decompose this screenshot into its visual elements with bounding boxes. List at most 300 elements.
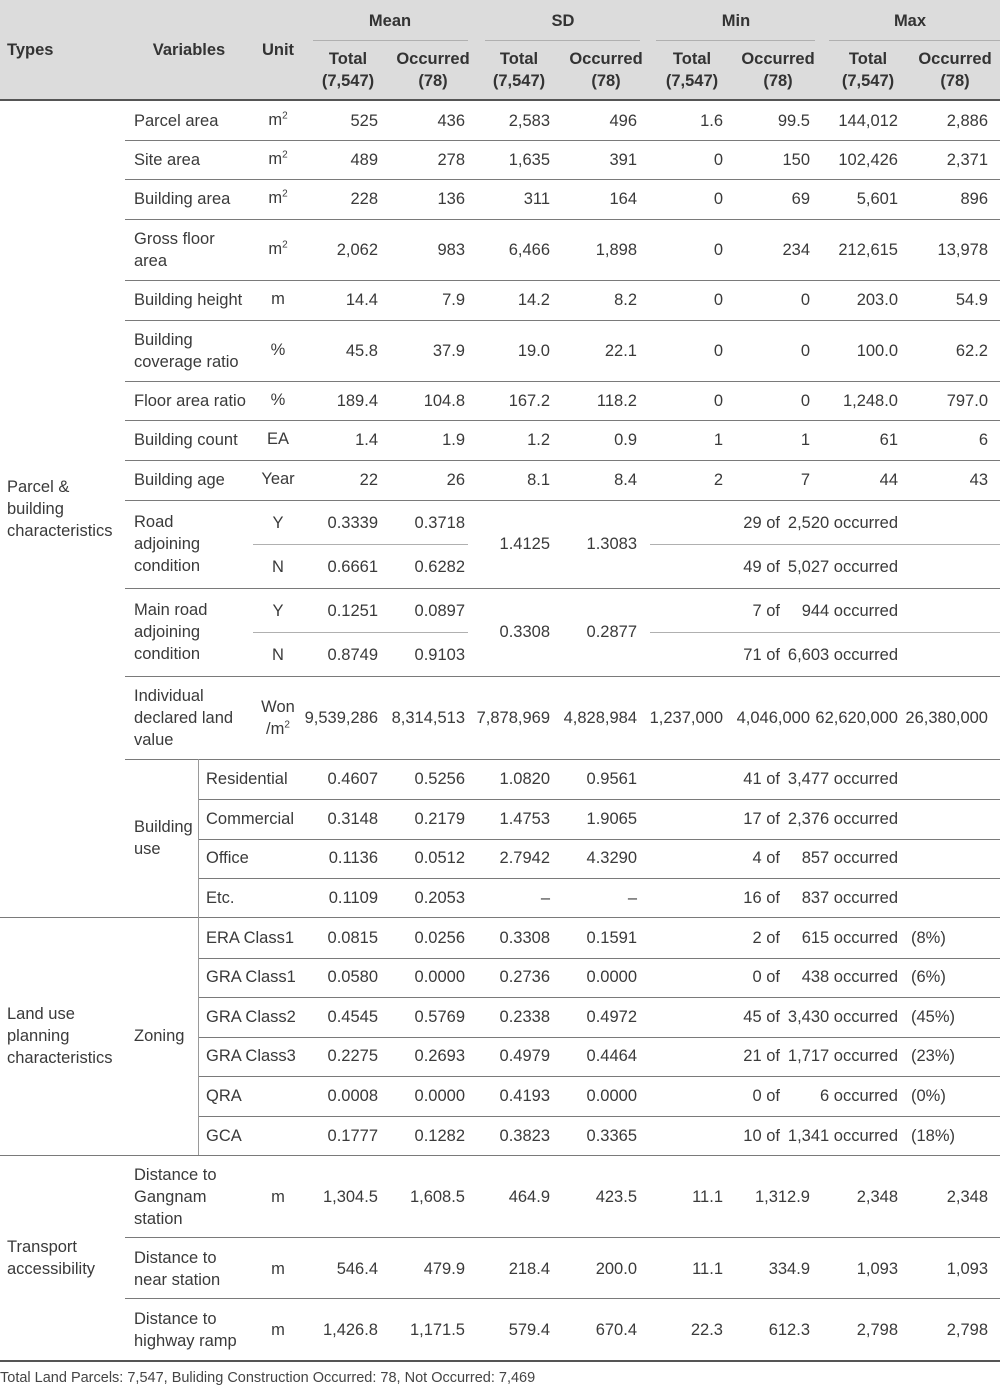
percent-cell: (45%) <box>911 1008 956 1026</box>
value-cell: 278 <box>437 151 465 169</box>
value-cell: 525 <box>350 112 378 130</box>
value-cell: 1.3083 <box>586 535 637 553</box>
variable-label: Building height <box>134 291 243 309</box>
value-cell: 0.9103 <box>414 646 465 664</box>
value-cell: 4.3290 <box>586 849 637 867</box>
variable-label: near station <box>134 1271 221 1289</box>
header-subcolumn: (7,547) <box>665 72 719 90</box>
variable-label: Gangnam <box>134 1188 207 1206</box>
value-cell: 0.0000 <box>414 1087 465 1105</box>
value-cell: 189.4 <box>336 392 378 410</box>
value-cell: 4,046,000 <box>736 709 810 727</box>
value-cell: 1.2 <box>527 431 550 449</box>
value-cell: 612.3 <box>768 1321 810 1339</box>
variable-label: adjoining <box>134 535 201 553</box>
row-divider <box>656 40 815 41</box>
row-divider <box>198 839 1000 840</box>
count-cell: 16 of <box>743 889 780 907</box>
variable-label: adjoining <box>134 623 201 641</box>
value-cell: 1,248.0 <box>842 392 898 410</box>
variable-label: condition <box>134 557 201 575</box>
value-cell: 104.8 <box>423 392 465 410</box>
value-cell: 100.0 <box>856 342 898 360</box>
count-cell: 29 of <box>743 514 780 532</box>
value-cell: 1,171.5 <box>409 1321 465 1339</box>
header-subcolumn: Total <box>848 50 888 68</box>
row-divider <box>0 917 1000 918</box>
value-cell: 43 <box>969 471 988 489</box>
value-cell: 1 <box>800 431 810 449</box>
value-cell: 0.4545 <box>327 1008 378 1026</box>
value-cell: 7,878,969 <box>476 709 550 727</box>
value-cell: 2 <box>713 471 723 489</box>
value-cell: – <box>540 889 550 907</box>
category-label: GRA Class1 <box>206 968 296 986</box>
occurred-cell: 2,376 occurred <box>787 810 898 828</box>
value-cell: 0.0000 <box>586 1087 637 1105</box>
value-cell: 9,539,286 <box>304 709 378 727</box>
row-divider <box>125 759 1000 760</box>
unit-cell: EA <box>266 430 289 448</box>
unit-cell: $/m^2$ <box>266 719 290 738</box>
count-cell: 17 of <box>743 810 780 828</box>
header-variables: Variables <box>152 41 226 59</box>
unit-cell: Year <box>261 470 295 488</box>
value-cell: 0.2338 <box>499 1008 550 1026</box>
occurred-cell: 944 occurred <box>801 602 898 620</box>
variable-label: Building count <box>134 431 238 449</box>
value-cell: 0.5769 <box>414 1008 465 1026</box>
value-cell: 2,798 <box>946 1321 988 1339</box>
variable-label: Building age <box>134 471 225 489</box>
value-cell: 464.9 <box>508 1188 550 1206</box>
occurred-cell: 5,027 occurred <box>787 558 898 576</box>
row-divider <box>198 878 1000 879</box>
value-cell: 26 <box>446 471 465 489</box>
row-divider <box>125 140 1000 141</box>
value-cell: 45.8 <box>345 342 378 360</box>
value-cell: 1,237,000 <box>649 709 723 727</box>
variable-label: Floor area ratio <box>134 392 246 410</box>
value-cell: 5,601 <box>856 190 898 208</box>
category-label: GCA <box>206 1127 242 1145</box>
value-cell: 2,348 <box>856 1188 898 1206</box>
value-cell: 1.4 <box>355 431 378 449</box>
value-cell: 2.7942 <box>499 849 550 867</box>
value-cell: 489 <box>350 151 378 169</box>
category-label: ERA Class1 <box>206 929 295 947</box>
value-cell: 0.3148 <box>327 810 378 828</box>
value-cell: 0.4979 <box>499 1047 550 1065</box>
occurred-cell: 1,341 occurred <box>787 1127 898 1145</box>
value-cell: 896 <box>960 190 988 208</box>
variable-label: declared land <box>134 709 234 727</box>
variable-label: Building <box>134 331 193 349</box>
header-group: Min <box>721 12 751 30</box>
unit-cell: $m^2$ <box>268 239 288 258</box>
value-cell: 2,371 <box>946 151 988 169</box>
zoning-label: Zoning <box>134 1027 185 1045</box>
value-cell: 311 <box>523 190 550 208</box>
value-cell: 7 <box>800 471 810 489</box>
value-cell: 61 <box>879 431 898 449</box>
value-cell: 228 <box>350 190 378 208</box>
value-cell: 479.9 <box>423 1260 465 1278</box>
value-cell: 14.4 <box>345 291 378 309</box>
value-cell: 0.6282 <box>414 558 465 576</box>
value-cell: 0.3308 <box>499 929 550 947</box>
type-label: building <box>7 500 64 518</box>
header-subcolumn: (78) <box>763 72 793 90</box>
unit-cell: $m^2$ <box>268 110 288 129</box>
value-cell: 1,304.5 <box>322 1188 378 1206</box>
value-cell: 1.4125 <box>499 535 550 553</box>
value-cell: 797.0 <box>946 392 988 410</box>
value-cell: 6 <box>978 431 988 449</box>
value-cell: 2,583 <box>508 112 550 130</box>
value-cell: 670.4 <box>595 1321 637 1339</box>
value-cell: 0.3823 <box>499 1127 550 1145</box>
variable-label: Individual <box>134 687 204 705</box>
value-cell: 0 <box>713 392 723 410</box>
count-cell: 45 of <box>743 1008 780 1026</box>
value-cell: 0.2053 <box>414 889 465 907</box>
value-cell: 0.0000 <box>414 968 465 986</box>
value-cell: 0.1591 <box>586 929 637 947</box>
value-cell: 0.0000 <box>586 968 637 986</box>
value-cell: 0.5256 <box>414 770 465 788</box>
row-divider <box>198 997 1000 998</box>
variable-label: Building area <box>134 190 231 208</box>
value-cell: 436 <box>437 112 465 130</box>
unit-cell: m <box>271 290 285 308</box>
variable-label: Parcel area <box>134 112 219 130</box>
value-cell: 1.6 <box>700 112 723 130</box>
row-divider <box>125 1237 1000 1238</box>
value-cell: 8.2 <box>614 291 637 309</box>
row-divider <box>0 99 1000 101</box>
value-cell: 0 <box>713 291 723 309</box>
occurred-cell: 2,520 occurred <box>787 514 898 532</box>
occurred-cell: 615 occurred <box>801 929 898 947</box>
unit-cell: % <box>270 341 286 359</box>
value-cell: 1,898 <box>595 241 637 259</box>
building-use-label: Building <box>134 818 193 836</box>
value-cell: 0.1777 <box>327 1127 378 1145</box>
value-cell: 0.0256 <box>414 929 465 947</box>
row-divider <box>125 179 1000 180</box>
value-cell: 0.1136 <box>328 849 378 867</box>
value-cell: 1,093 <box>856 1260 898 1278</box>
value-cell: 0 <box>713 190 723 208</box>
value-cell: 579.4 <box>508 1321 550 1339</box>
value-cell: 62.2 <box>955 342 988 360</box>
row-divider <box>125 500 1000 501</box>
value-cell: 14.2 <box>517 291 550 309</box>
type-label: Parcel & <box>7 478 70 496</box>
value-cell: 2,348 <box>946 1188 988 1206</box>
category-label: GRA Class3 <box>206 1047 296 1065</box>
column-divider <box>198 917 199 1155</box>
variable-label: Distance to <box>134 1249 217 1267</box>
value-cell: 11.1 <box>692 1188 723 1206</box>
yn-label: N <box>272 558 284 576</box>
row-divider <box>829 40 1000 41</box>
value-cell: 212,615 <box>838 241 898 259</box>
value-cell: 26,380,000 <box>905 709 988 727</box>
occurred-cell: 837 occurred <box>801 889 898 907</box>
count-cell: 4 of <box>752 849 780 867</box>
value-cell: 6,466 <box>508 241 550 259</box>
occurred-cell: 438 occurred <box>801 968 898 986</box>
count-cell: 71 of <box>743 646 780 664</box>
header-unit: Unit <box>261 41 295 59</box>
row-divider <box>0 1155 1000 1156</box>
value-cell: 0.2736 <box>499 968 550 986</box>
occurred-cell: 857 occurred <box>801 849 898 867</box>
row-divider <box>0 1360 1000 1362</box>
variable-label: station <box>134 1210 183 1228</box>
value-cell: 0.0897 <box>414 602 465 620</box>
value-cell: 0 <box>800 291 810 309</box>
value-cell: 22.1 <box>604 342 637 360</box>
type-label: Land use <box>7 1005 75 1023</box>
header-types: Types <box>7 41 54 59</box>
value-cell: 11.1 <box>692 1260 723 1278</box>
value-cell: 4,828,984 <box>563 709 637 727</box>
value-cell: 391 <box>609 151 637 169</box>
value-cell: 0.3365 <box>586 1127 637 1145</box>
value-cell: 62,620,000 <box>815 709 898 727</box>
header-subcolumn: (7,547) <box>321 72 375 90</box>
row-divider <box>125 280 1000 281</box>
occurred-cell: 3,430 occurred <box>787 1008 898 1026</box>
value-cell: 1,312.9 <box>754 1188 810 1206</box>
value-cell: 234 <box>782 241 810 259</box>
value-cell: 0.1282 <box>414 1127 465 1145</box>
unit-cell: m <box>271 1188 285 1206</box>
row-divider <box>125 676 1000 677</box>
header-subcolumn: (78) <box>940 72 970 90</box>
value-cell: 0.4193 <box>499 1087 550 1105</box>
value-cell: 118.2 <box>596 392 637 410</box>
unit-cell: m <box>271 1321 285 1339</box>
count-cell: 0 of <box>752 968 780 986</box>
row-divider <box>198 1076 1000 1077</box>
row-divider <box>313 40 468 41</box>
value-cell: 423.5 <box>595 1188 637 1206</box>
value-cell: 2,886 <box>946 112 988 130</box>
count-cell: 10 of <box>743 1127 780 1145</box>
value-cell: 2,798 <box>856 1321 898 1339</box>
variable-label: area <box>134 252 168 270</box>
value-cell: 0.3339 <box>327 514 378 532</box>
value-cell: 0.1109 <box>328 889 378 907</box>
value-cell: 1,635 <box>508 151 550 169</box>
category-label: Commercial <box>206 810 295 828</box>
value-cell: 0.3718 <box>414 514 465 532</box>
value-cell: 546.4 <box>336 1260 378 1278</box>
value-cell: 69 <box>791 190 810 208</box>
value-cell: 164 <box>609 190 637 208</box>
header-subcolumn: (7,547) <box>492 72 546 90</box>
variable-label: Distance to <box>134 1310 217 1328</box>
value-cell: 0.0815 <box>327 929 378 947</box>
row-divider <box>125 1298 1000 1299</box>
variable-label: value <box>134 731 174 749</box>
variable-label: coverage ratio <box>134 353 239 371</box>
value-cell: 13,978 <box>937 241 988 259</box>
row-divider <box>125 219 1000 220</box>
row-divider <box>125 460 1000 461</box>
row-divider <box>198 1037 1000 1038</box>
value-cell: 102,426 <box>838 151 898 169</box>
value-cell: 22.3 <box>690 1321 723 1339</box>
value-cell: 1 <box>713 431 723 449</box>
header-subcolumn: (78) <box>591 72 621 90</box>
unit-cell: m <box>271 1260 285 1278</box>
value-cell: 37.9 <box>432 342 465 360</box>
unit-cell: $m^2$ <box>268 188 288 207</box>
count-cell: 49 of <box>743 558 780 576</box>
header-subcolumn: Occurred <box>741 50 815 68</box>
category-label: Residential <box>206 770 288 788</box>
value-cell: 0.6661 <box>327 558 378 576</box>
row-divider <box>125 420 1000 421</box>
header-group: Mean <box>368 12 412 30</box>
row-divider <box>485 40 640 41</box>
type-label: accessibility <box>7 1260 96 1278</box>
header-group: Max <box>893 12 927 30</box>
row-divider <box>125 588 1000 589</box>
value-cell: 0.8749 <box>327 646 378 664</box>
value-cell: 99.5 <box>777 112 810 130</box>
building-use-label: use <box>134 840 161 858</box>
header-subcolumn: Occurred <box>918 50 992 68</box>
value-cell: 496 <box>609 112 637 130</box>
header-subcolumn: (78) <box>418 72 448 90</box>
percent-cell: (0%) <box>911 1087 946 1105</box>
category-label: Etc. <box>206 889 235 907</box>
variable-label: Distance to <box>134 1166 217 1184</box>
occurred-cell: 6 occurred <box>820 1087 898 1105</box>
header-subcolumn: Occurred <box>396 50 470 68</box>
variable-label: highway ramp <box>134 1332 237 1350</box>
type-label: characteristics <box>7 522 113 540</box>
value-cell: 1,608.5 <box>409 1188 465 1206</box>
value-cell: 150 <box>782 151 810 169</box>
count-cell: 7 of <box>752 602 780 620</box>
unit-cell: $m^2$ <box>268 149 288 168</box>
yn-label: Y <box>272 602 284 620</box>
yn-label: Y <box>272 514 284 532</box>
count-cell: 41 of <box>743 770 780 788</box>
value-cell: 0.2179 <box>414 810 465 828</box>
header-subcolumn: Total <box>672 50 712 68</box>
percent-cell: (8%) <box>911 929 946 947</box>
count-cell: 21 of <box>743 1047 780 1065</box>
value-cell: 1.9 <box>442 431 465 449</box>
unit-cell: Won <box>261 698 295 716</box>
value-cell: 0.4607 <box>327 770 378 788</box>
value-cell: 19.0 <box>517 342 550 360</box>
value-cell: 0.2693 <box>414 1047 465 1065</box>
category-label: QRA <box>206 1087 242 1105</box>
value-cell: 44 <box>879 471 898 489</box>
percent-cell: (18%) <box>911 1127 956 1145</box>
row-divider <box>198 958 1000 959</box>
value-cell: 144,012 <box>838 112 898 130</box>
value-cell: 136 <box>437 190 465 208</box>
value-cell: 0 <box>800 342 810 360</box>
variable-label: Main road <box>134 601 208 619</box>
row-divider <box>253 544 468 545</box>
row-divider <box>198 1116 1000 1117</box>
header-subcolumn: Total <box>328 50 368 68</box>
value-cell: 0 <box>713 151 723 169</box>
percent-cell: (6%) <box>911 968 946 986</box>
value-cell: 0.0512 <box>414 849 465 867</box>
value-cell: 0.2275 <box>327 1047 378 1065</box>
value-cell: 1.4753 <box>499 810 550 828</box>
variable-label: Gross floor <box>134 230 215 248</box>
variable-label: Site area <box>134 151 201 169</box>
value-cell: 0.1251 <box>327 602 378 620</box>
value-cell: 0.4972 <box>586 1008 637 1026</box>
value-cell: 1,093 <box>946 1260 988 1278</box>
value-cell: 0.0008 <box>327 1087 378 1105</box>
value-cell: 0.3308 <box>499 623 550 641</box>
value-cell: 0.0580 <box>327 968 378 986</box>
row-divider <box>650 632 1000 633</box>
row-divider <box>125 320 1000 321</box>
value-cell: 54.9 <box>955 291 988 309</box>
value-cell: 1.0820 <box>499 770 550 788</box>
header-subcolumn: Total <box>499 50 539 68</box>
variable-label: condition <box>134 645 201 663</box>
value-cell: 0.4464 <box>586 1047 637 1065</box>
yn-label: N <box>272 646 284 664</box>
value-cell: 0.9561 <box>586 770 637 788</box>
row-divider <box>125 381 1000 382</box>
value-cell: 0 <box>713 342 723 360</box>
value-cell: 218.4 <box>508 1260 550 1278</box>
value-cell: 1.9065 <box>586 810 637 828</box>
value-cell: – <box>627 889 637 907</box>
type-label: planning <box>7 1027 70 1045</box>
value-cell: 0.9 <box>614 431 637 449</box>
value-cell: 8.1 <box>527 471 550 489</box>
occurred-cell: 3,477 occurred <box>787 770 898 788</box>
header-subcolumn: Occurred <box>569 50 643 68</box>
variable-label: Road <box>134 513 174 531</box>
value-cell: 8.4 <box>614 471 637 489</box>
value-cell: 0 <box>713 241 723 259</box>
type-label: characteristics <box>7 1049 113 1067</box>
value-cell: 1,426.8 <box>322 1321 378 1339</box>
value-cell: 0 <box>800 392 810 410</box>
unit-cell: % <box>270 391 286 409</box>
value-cell: 22 <box>359 471 378 489</box>
count-cell: 0 of <box>752 1087 780 1105</box>
category-label: GRA Class2 <box>206 1008 296 1026</box>
occurred-cell: 6,603 occurred <box>787 646 898 664</box>
occurred-cell: 1,717 occurred <box>787 1047 898 1065</box>
row-divider <box>198 799 1000 800</box>
category-label: Office <box>206 849 249 867</box>
percent-cell: (23%) <box>911 1047 956 1065</box>
value-cell: 7.9 <box>442 291 465 309</box>
